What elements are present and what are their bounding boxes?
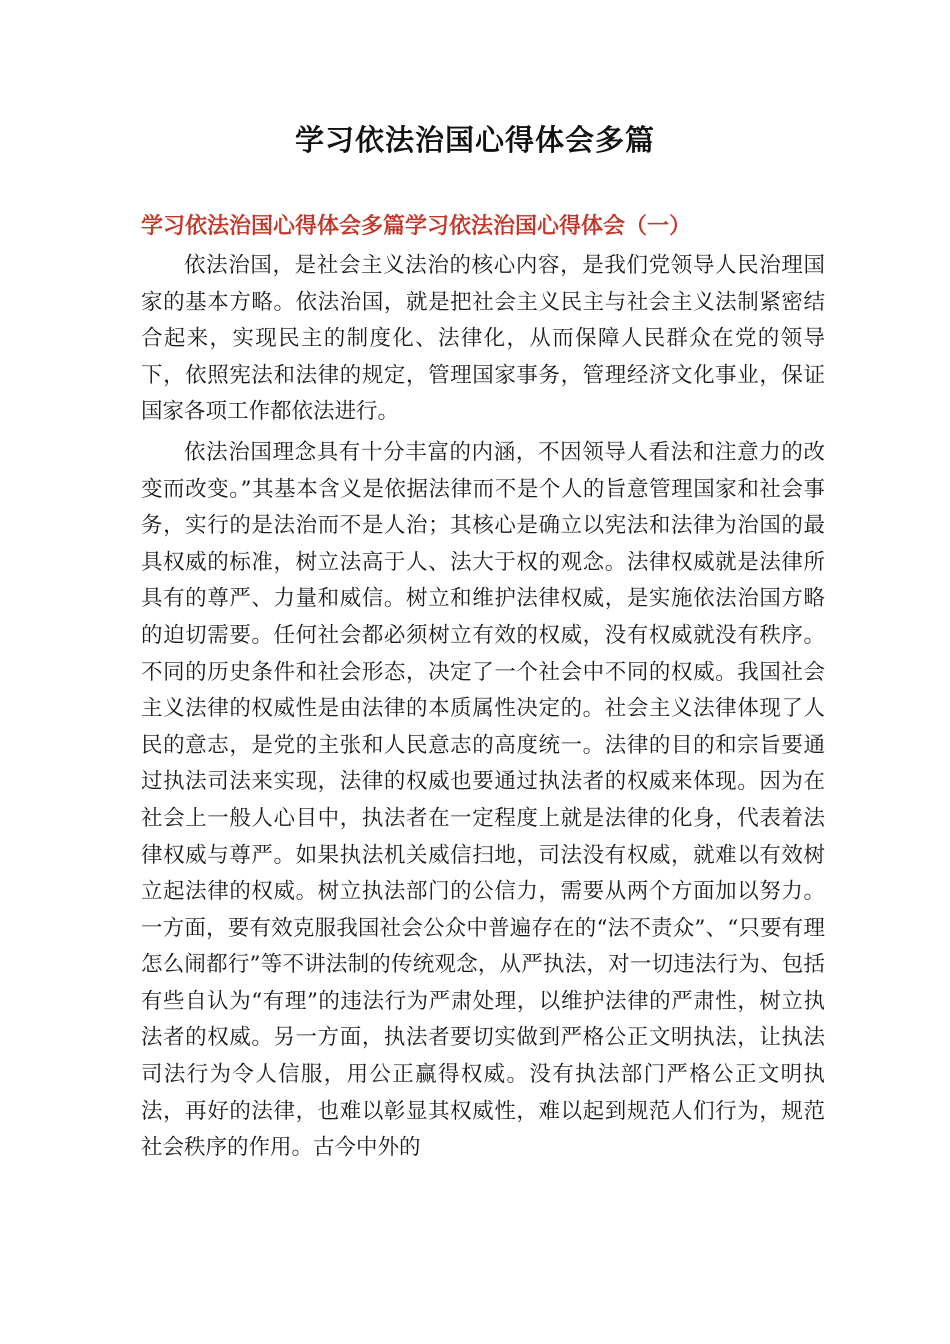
paragraph: 依法治国，是社会主义法治的核心内容，是我们党领导人民治理国家的基本方略。依法治国，就是把社会主义民主与社会主义法制紧密结合起来，实现民主的制度化、法律化，从而保障人民群众在党的领导下，依照宪法和法律的规定，管理国家事务，管理经济文化事业，保证国家各项工作都依法进行。: [141, 253, 825, 425]
document-body: [141, 248, 825, 1167]
section-heading: 学习依法治国心得体会多篇学习依法治国心得体会（一）: [141, 213, 692, 239]
document-title: 学习依法治国心得体会多篇: [294, 123, 655, 157]
paragraph: 依法治国理念具有十分丰富的内涵，不因领导人看法和注意力的改变而改变。”其基本含义是依据法律而不是个人的旨意管理国家和社会事务，实行的是法治而不是人治；其核心是确立以宪法和法律为治国的最具权威的标准，树立法高于人、法大于权的观念。法律权威就是法律所具有的尊严、力量和威信。树立和维护法律权威，是实施依法治国方略的迫切需要。任何社会都必须树立有效的权威，没有权威就没有秩序。不同的历史条件和社会形态，决定了一个社会中不同的权威。我国社会主义法律的权威性是由法律的本质属性决定的。社会主义法律体现了人民的意志，是党的主张和人民意志的高度统一。法律的目的和宗旨要通过执法司法来实现，法律的权威也要通过执法者的权威来体现。因为在社会上一般人心目中，执法者在一定程度上就是法律的化身，代表着法律权威与尊严。如果执法机关威信扫地，司法没有权威，就难以有效树立起法律的权威。树立执法部门的公信力，需要从两个方面加以努力。一方面，要有效克服我国社会公众中普遍存在的“法不责众”、“只要有理怎么闹都行”等不讲法制的传统观念，从严执法，对一切违法行为、包括有些自认为“有理”的违法行为严肃处理，以维护法律的严肃性，树立执法者的权威。另一方面，执法者要切实做到严格公正文明执法，让执法司法行为令人信服，用公正赢得权威。没有执法部门严格公正文明执法，再好的法律，也难以彰显其权威性，难以起到规范人们行为，规范社会秩序的作用。古今中外的: [141, 439, 825, 1161]
